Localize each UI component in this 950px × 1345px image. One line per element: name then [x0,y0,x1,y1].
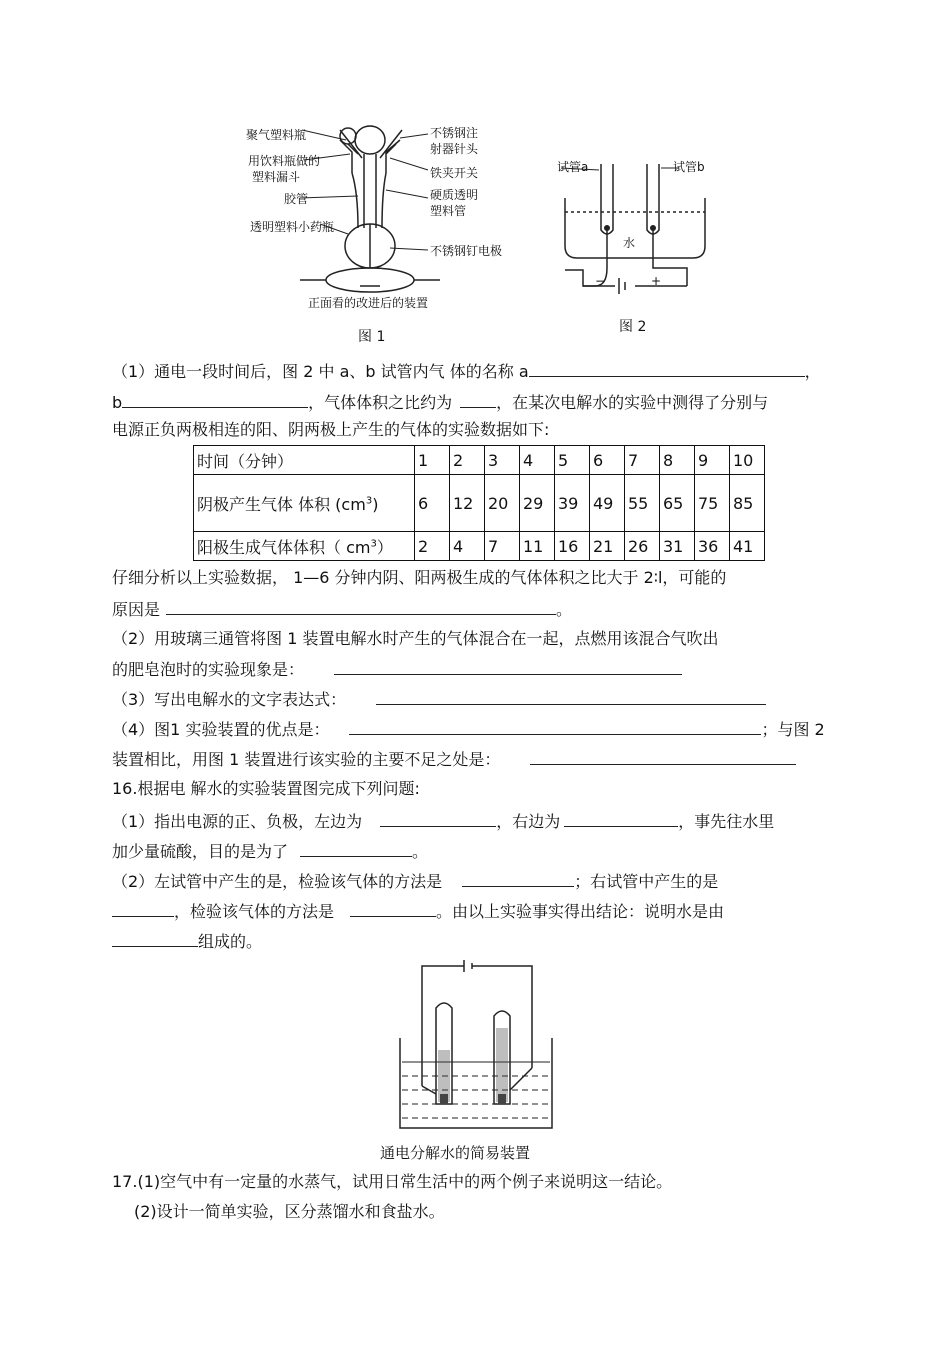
figure-1-label: 透明塑料小药瓶 [250,220,335,234]
table-cell: 2 [450,446,485,475]
table-header-label: 时间（分钟） [194,446,415,475]
q16-part1-line2 [112,840,428,862]
table-row-label: 阴极产生气体 体积 $(cm^3)$ [194,475,415,532]
table-cell: 7 [625,446,660,475]
answer-blank-right-test[interactable] [350,900,436,917]
q16-p1-c: ，事先往水里 [678,812,775,831]
table-cell: 6 [415,475,450,532]
q15-part4-suffix: ；与图 2 [761,720,825,739]
table-cell: 20 [485,475,520,532]
q17-line1: 17.(1)空气中有一定量的水蒸气，试用日常生活中的两个例子来说明这一结论。 [112,1172,673,1191]
q15-part4-line2 [112,748,796,770]
q16-p1-b: ，右边为 [496,812,561,831]
figure-1 [240,118,503,348]
answer-blank-purpose[interactable] [300,840,412,857]
table-cell: 11 [520,532,555,561]
figure-1-label: 胶管 [284,192,309,206]
table-cell: 5 [555,446,590,475]
figure-1-label: 聚气塑料瓶 [246,128,307,142]
table-cell: 12 [450,475,485,532]
q15-line1-prefix: （1）通电一段时间后，图 2 中 a、b 试管内气 体的名称 a [112,362,529,381]
q15-part2-line2 [112,658,682,680]
figure-1-label: 塑料漏斗 [252,170,301,184]
table-cell: 2 [415,532,450,561]
table-cell: 9 [695,446,730,475]
q15-part1-line3: 电源正负两极相连的阳、阴两极上产生的气体的实验数据如下: [112,420,550,439]
figure-1-subtitle: 正面看的改进后的装置 [308,296,429,310]
q16-p1-a: （1）指出电源的正、负极，左边为 [112,812,363,831]
q16-p2-line2-b: 。由以上实验事实得出结论：说明水是由 [436,902,725,921]
table-cell: 4 [450,532,485,561]
q16-part2-line1 [112,870,718,892]
q16-title: 16.根据电 解水的实验装置图完成下列问题: [112,779,420,798]
figure-3 [392,958,560,1138]
q15-line1-suffix: ， [804,362,821,381]
table-row [194,475,765,532]
table-cell: 75 [695,475,730,532]
q16-part1-line1 [112,810,774,832]
table-cell: 7 [485,532,520,561]
q15-reason-suffix: 。 [556,600,573,619]
q15-part2-line1: （2）用玻璃三通管将图 1 装置电解水时产生的气体混合在一起，点燃用该混合气吹出 [112,629,719,648]
table-cell: 26 [625,532,660,561]
table-cell: 65 [660,475,695,532]
answer-blank-b[interactable] [122,391,308,408]
water-label: 水 [623,236,636,250]
table-cell: 36 [695,532,730,561]
q15-line2-prefix: b [112,393,123,412]
table-cell: 49 [590,475,625,532]
table-cell: 16 [555,532,590,561]
answer-blank-left-test[interactable] [462,870,574,887]
q16-p1-line2-b: 。 [412,842,429,861]
tube-a-label: 试管a [557,160,589,174]
answer-blank-phenomenon[interactable] [334,658,682,675]
table-row [194,532,765,561]
figure-3-caption: 通电分解水的简易装置 [380,1144,531,1162]
q16-p2-line3: 组成的。 [198,932,263,951]
answer-blank-ratio[interactable] [460,391,496,408]
table-cell: 31 [660,532,695,561]
q15-part3-prefix: （3）写出电解水的文字表达式： [112,690,347,709]
q15-part4-prefix: （4）图1 实验装置的优点是： [112,720,330,739]
figure-2-caption: 图 2 [619,319,647,335]
q16-p2-a: （2）左试管中产生的是，检验该气体的方法是 [112,872,443,891]
table-cell: 3 [485,446,520,475]
table-cell: 4 [520,446,555,475]
table-cell: 39 [555,475,590,532]
table-cell: 6 [590,446,625,475]
q16-part2-line3 [112,930,262,952]
q16-p2-b: ；右试管中产生的是 [574,872,719,891]
q16-p2-line2-a: ，检验该气体的方法是 [174,902,335,921]
table-row-label: 阳极生成气体体积（ $cm^3$） [194,532,415,561]
figure-1-label: 不锈钢注 [430,126,479,140]
q15-reason-line [112,598,572,620]
answer-blank-advantage[interactable] [349,718,761,735]
q15-part4-line1 [112,718,825,740]
table-cell: 29 [520,475,555,532]
q15-part4-line2-text: 装置相比，用图 1 装置进行该实验的主要不足之处是： [112,750,501,769]
figure-1-label: 不锈钢钉电极 [430,244,503,258]
answer-blank-left-pole[interactable] [380,810,496,827]
q15-part3-line [112,688,766,710]
figure-1-caption: 图 1 [358,329,386,345]
minus-sign: − [595,274,606,288]
figure-1-label: 铁夹开关 [430,166,479,180]
q17-line2: (2)设计一简单实验，区分蒸馏水和食盐水。 [134,1202,445,1221]
answer-blank-right-gas[interactable] [112,900,174,917]
q16-p1-line2-a: 加少量硫酸，目的是为了 [112,842,289,861]
table-cell: 8 [660,446,695,475]
answer-blank-composition[interactable] [112,930,198,947]
figure-1-label: 塑料管 [430,204,467,218]
simple-electrolysis-diagram [392,958,560,1138]
answer-blank-reason[interactable] [166,598,556,615]
table-cell: 1 [415,446,450,475]
table-cell: 21 [590,532,625,561]
table-row [194,446,765,475]
data-table [193,445,765,561]
q16-part2-line2 [112,900,724,922]
figure-2 [555,150,715,340]
q15-line2-mid: ，气体体积之比约为 [308,393,453,412]
figure-1-label: 用饮料瓶做的 [248,154,321,168]
table-cell: 41 [730,532,765,561]
answer-blank-right-pole[interactable] [564,810,678,827]
answer-blank-expression[interactable] [376,688,766,705]
figure-1-label: 硬质透明 [430,188,479,202]
q15-part1-line1 [112,360,821,382]
answer-blank-a[interactable] [529,360,805,377]
q15-analysis-line: 仔细分析以上实验数据， 1—6 分钟内阴、阳两极生成的气体体积之比大于 2∶l，可能的 [112,568,727,587]
table-cell: 85 [730,475,765,532]
q15-part2-prefix: 的肥皂泡时的实验现象是： [112,660,305,679]
plus-sign: + [651,274,662,288]
table-cell: 10 [730,446,765,475]
q15-part1-line2 [112,391,768,413]
tube-b-label: 试管b [673,160,705,174]
answer-blank-disadvantage[interactable] [530,748,796,765]
q15-reason-prefix: 原因是 [112,600,161,619]
figure-1-label: 射器针头 [430,142,479,156]
q15-line2-suffix: ，在某次电解水的实验中测得了分别与 [496,393,769,412]
table-cell: 55 [625,475,660,532]
